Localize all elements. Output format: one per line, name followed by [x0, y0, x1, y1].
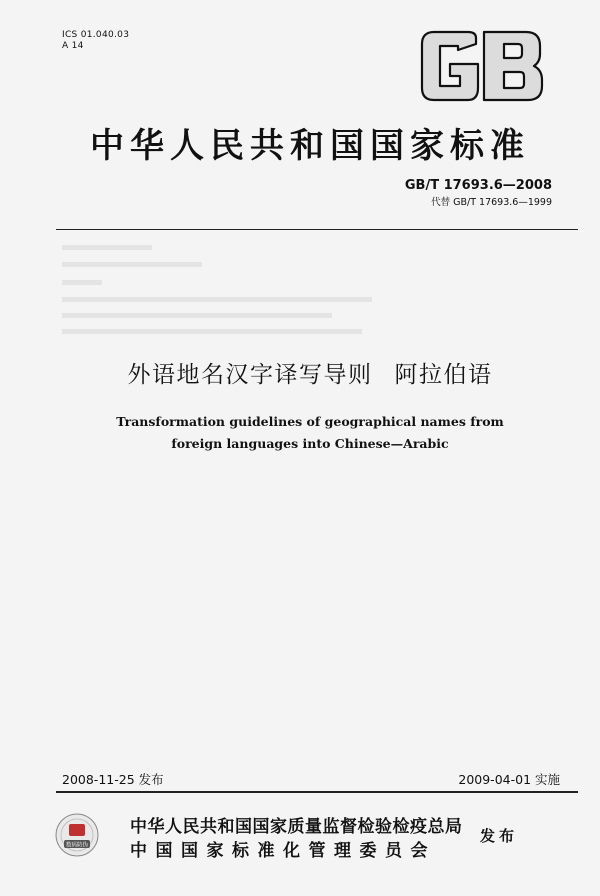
seal-label: 数码防伪: [65, 842, 89, 849]
gb-logo: [418, 30, 546, 102]
anti-counterfeit-seal: [54, 812, 100, 858]
bottom-divider: [56, 791, 578, 793]
chinese-title-main: 外语地名汉字译写导则: [127, 362, 373, 388]
english-title: [30, 411, 590, 455]
bleed-through-line: [62, 313, 332, 318]
bleed-through-line: [62, 280, 102, 285]
top-divider: [56, 229, 578, 230]
bleed-through-line: [62, 297, 372, 302]
english-title-line2: foreign languages into Chinese—Arabic: [171, 436, 449, 451]
replaces-standard: 代替 GB/T 17693.6—1999: [431, 197, 552, 208]
bleed-through-line: [62, 329, 362, 334]
ics-code: ICS 01.040.03: [62, 30, 130, 40]
chinese-title: [30, 356, 590, 389]
standard-title: 中华人民共和国国家标准: [90, 126, 530, 166]
standard-number: GB/T 17693.6—2008: [404, 178, 552, 193]
issue-date: 2008-11-25 发布: [62, 772, 164, 787]
issuer-line-1: 中华人民共和国国家质量监督检验检疫总局: [130, 817, 463, 837]
classification-code: A 14: [62, 41, 84, 51]
bleed-through-line: [62, 245, 152, 250]
issuer-line-2: 中国国家标准化管理委员会: [130, 841, 436, 861]
bleed-through-line: [62, 262, 202, 267]
english-title-line1: Transformation guidelines of geographical names from: [116, 414, 504, 429]
implementation-date: 2009-04-01 实施: [458, 772, 560, 787]
ics-code-block: [62, 30, 129, 52]
publish-label: 发布: [480, 827, 519, 845]
chinese-title-language: 阿拉伯语: [394, 362, 493, 388]
